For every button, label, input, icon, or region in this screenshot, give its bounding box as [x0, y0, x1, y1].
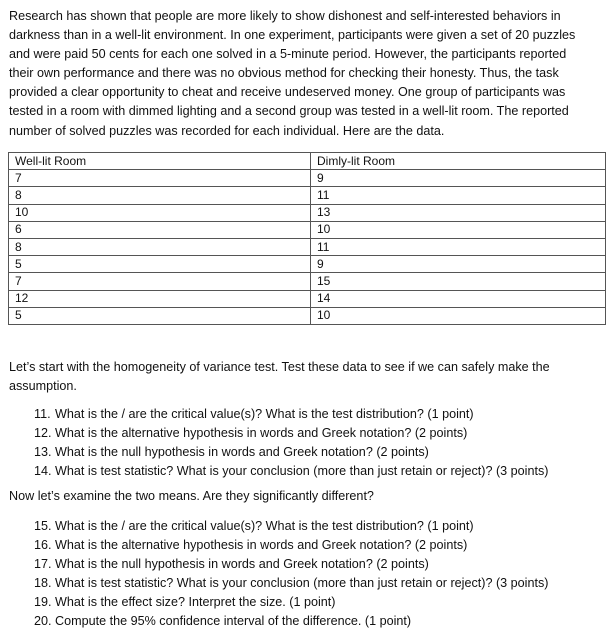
question-text: What is the / are the critical value(s)? What is the test distribution? (1 point) [55, 407, 474, 421]
question-number: 16. [34, 537, 52, 552]
list-item [34, 462, 548, 481]
list-item [34, 574, 548, 593]
question-number: 15. [34, 519, 52, 533]
list-item [34, 424, 548, 443]
cell-dimly-lit: 11 [311, 238, 606, 255]
cell-well-lit: 5 [9, 307, 311, 324]
question-number: 17. [34, 556, 52, 571]
question-number: 11. [34, 407, 51, 421]
cell-well-lit: 6 [9, 221, 311, 238]
question-list-variance [34, 405, 548, 481]
intro-line: their own performance and there was no obvious method for checking their honesty. Thus, the task [9, 66, 559, 81]
cell-dimly-lit: 9 [311, 170, 606, 187]
cell-well-lit: 8 [9, 238, 311, 255]
homogeneity-line: Let’s start with the homogeneity of variance test. Test these data to see if we can safely make the [9, 360, 550, 374]
table-row [9, 204, 606, 221]
cell-well-lit: 7 [9, 170, 311, 187]
list-item [34, 536, 548, 555]
question-number: 14. [34, 463, 52, 478]
question-number: 19. [34, 594, 52, 609]
question-text: What is the null hypothesis in words and Greek notation? (2 points) [55, 444, 429, 459]
cell-dimly-lit: 9 [311, 256, 606, 273]
homogeneity-paragraph [9, 358, 609, 396]
list-item [34, 612, 548, 631]
intro-line: Research has shown that people are more likely to show dishonest and self-interested behaviors in [9, 9, 561, 23]
cell-well-lit: 12 [9, 290, 311, 307]
list-item [34, 555, 548, 574]
means-intro: Now let’s examine the two means. Are they significantly different? [9, 489, 374, 503]
cell-dimly-lit: 14 [311, 290, 606, 307]
question-number: 13. [34, 444, 52, 459]
table-row [9, 221, 606, 238]
header-dimly-lit: Dimly-lit Room [311, 153, 606, 170]
list-item [34, 593, 548, 612]
intro-line: and were paid 50 cents for each one solved in a 5-minute period. However, the participants reported [9, 47, 567, 62]
table-row [9, 187, 606, 204]
cell-dimly-lit: 13 [311, 204, 606, 221]
question-number: 12. [34, 425, 52, 440]
cell-well-lit: 10 [9, 204, 311, 221]
question-text: What is the alternative hypothesis in words and Greek notation? (2 points) [55, 537, 468, 552]
question-text: What is the / are the critical value(s)? What is the test distribution? (1 point) [55, 519, 474, 533]
table-row [9, 290, 606, 307]
intro-line: number of solved puzzles was recorded for each individual. Here are the data. [9, 123, 445, 138]
question-number: 18. [34, 575, 52, 590]
cell-dimly-lit: 10 [311, 221, 606, 238]
question-text: What is the null hypothesis in words and Greek notation? (2 points) [55, 556, 429, 571]
list-item [34, 443, 548, 462]
table-row [9, 170, 606, 187]
cell-well-lit: 5 [9, 256, 311, 273]
question-number: 20. [34, 613, 52, 628]
cell-dimly-lit: 15 [311, 273, 606, 290]
question-text: What is the effect size? Interpret the size. (1 point) [55, 594, 336, 609]
intro-paragraph [9, 7, 609, 141]
cell-dimly-lit: 11 [311, 187, 606, 204]
table-row [9, 273, 606, 290]
question-text: What is test statistic? What is your conclusion (more than just retain or reject)? (3 points) [55, 463, 549, 478]
intro-line: provided a clear opportunity to cheat and receive undeserved money. One group of participants was [9, 85, 566, 100]
intro-line: darkness than in a well-lit environment. In one experiment, participants were given a set of 20 puzzles [9, 28, 576, 43]
homogeneity-line: assumption. [9, 379, 77, 394]
table-row [9, 256, 606, 273]
table-row [9, 307, 606, 324]
table-header-row [9, 153, 606, 170]
question-text: Compute the 95% confidence interval of the difference. (1 point) [55, 613, 412, 628]
list-item [34, 517, 548, 536]
cell-dimly-lit: 10 [311, 307, 606, 324]
question-text: What is test statistic? What is your conclusion (more than just retain or reject)? (3 points) [55, 575, 549, 590]
header-well-lit: Well-lit Room [9, 153, 311, 170]
intro-line: tested in a room with dimmed lighting and a second group was tested in a well-lit room. The reported [9, 104, 569, 119]
cell-well-lit: 7 [9, 273, 311, 290]
question-text: What is the alternative hypothesis in words and Greek notation? (2 points) [55, 425, 468, 440]
question-list-means [34, 517, 548, 630]
list-item [34, 405, 548, 424]
cell-well-lit: 8 [9, 187, 311, 204]
table-row [9, 238, 606, 255]
data-table [8, 152, 606, 325]
